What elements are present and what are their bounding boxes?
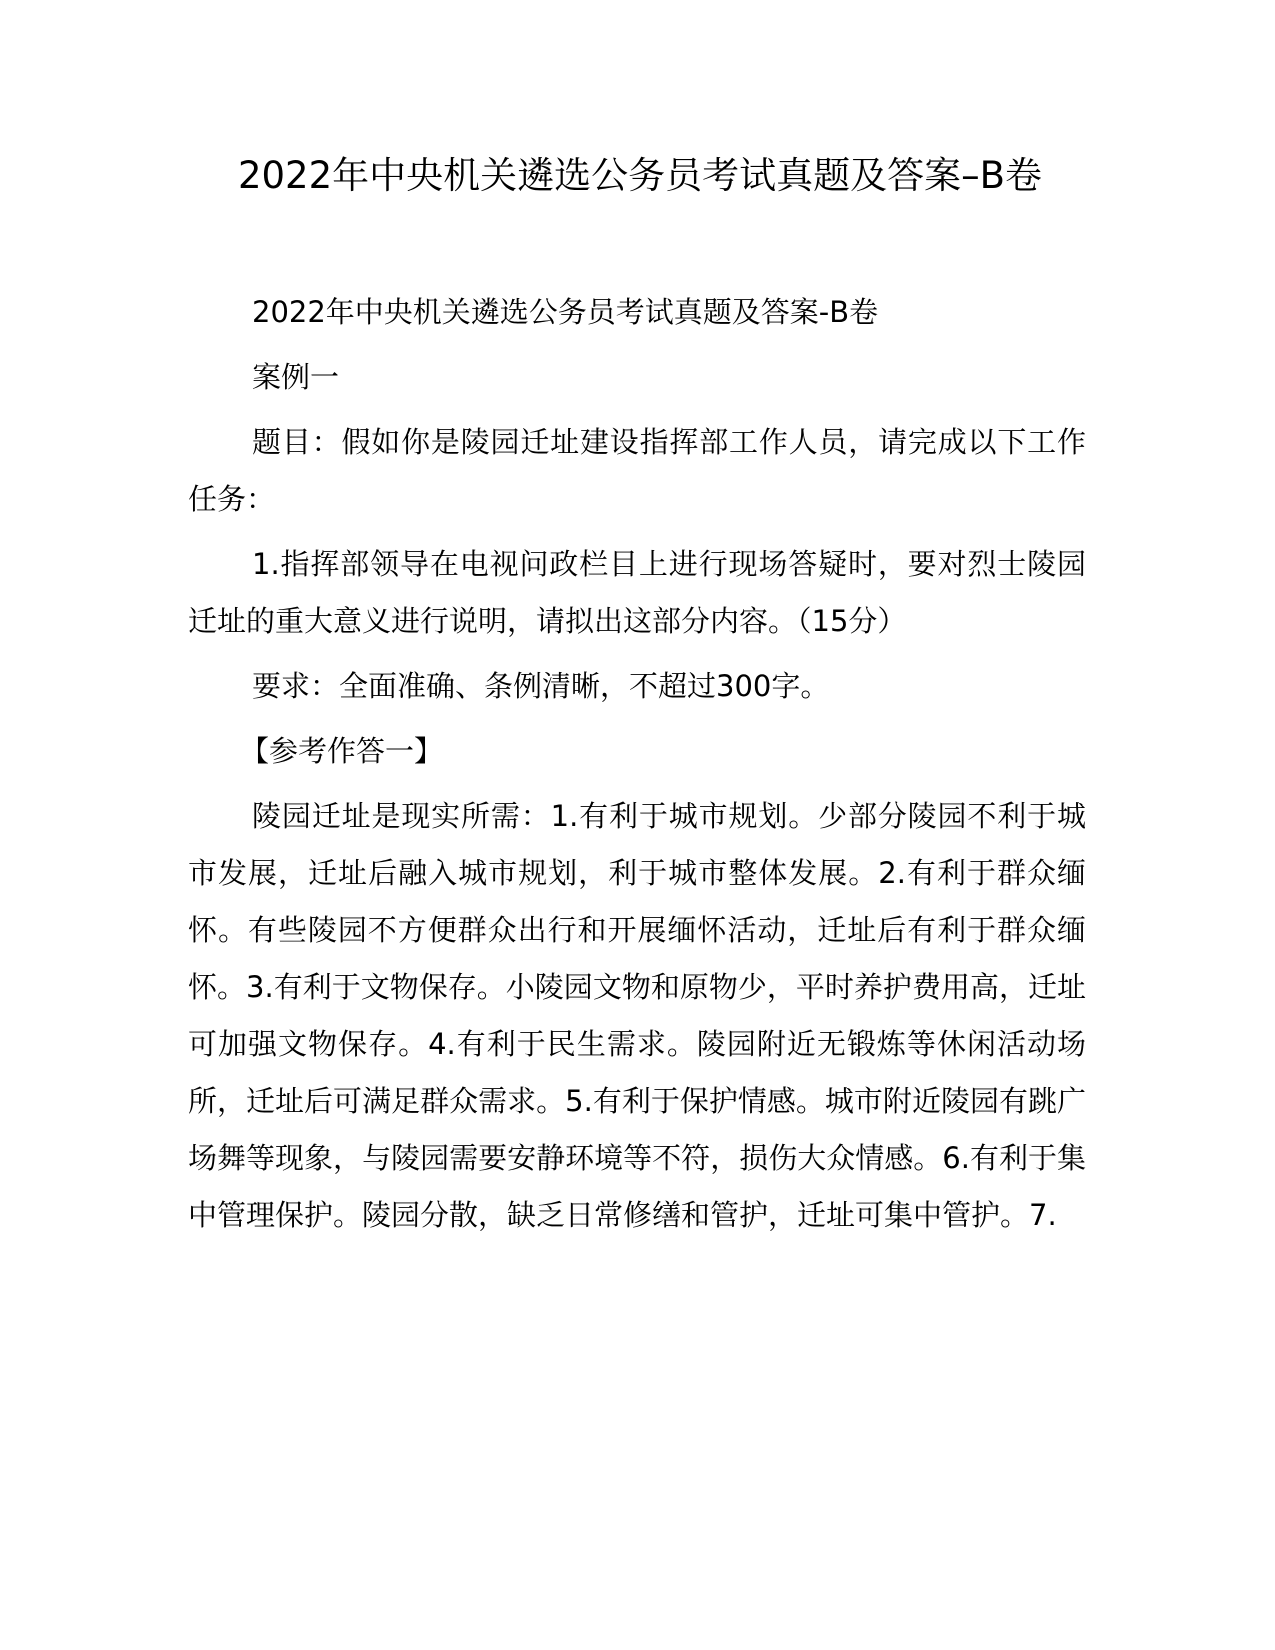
answer-body: 陵园迁址是现实所需：1.有利于城市规划。少部分陵园不利于城市发展，迁址后融入城市规划，利于城市整体发展。2.有利于群众缅怀。有些陵园不方便群众出行和开展缅怀活动，迁址后有利于群众缅怀。3.有利于文物保存。小陵园文物和原物少，平时养护费用高，迁址可加强文物保存。4.有利于民生需求。陵园附近无锻炼等休闲活动场所，迁址后可满足群众需求。5.有利于保护情感。城市附近陵园有跳广场舞等现象，与陵园需要安静环境等不符，损伤大众情感。6.有利于集中管理保护。陵园分散，缺乏日常修缮和管护，迁址可集中管护。7. xyxy=(188,799,1086,1232)
subtitle-paragraph: 2022年中央机关遴选公务员考试真题及答案-B卷 xyxy=(252,295,879,329)
task-one: 1.指挥部领导在电视问政栏目上进行现场答疑时，要对烈士陵园迁址的重大意义进行说明，请拟出这部分内容。（15分） xyxy=(188,547,1086,638)
answer-heading: 【参考作答一】 xyxy=(240,734,444,768)
requirements: 要求：全面准确、条例清晰，不超过300字。 xyxy=(252,669,830,703)
case-heading: 案例一 xyxy=(252,360,340,394)
document-title: 2022年中央机关遴选公务员考试真题及答案–B卷 xyxy=(237,154,1043,197)
question-prompt: 题目：假如你是陵园迁址建设指挥部工作人员，请完成以下工作任务： xyxy=(188,425,1086,516)
document-body xyxy=(188,284,1086,1252)
